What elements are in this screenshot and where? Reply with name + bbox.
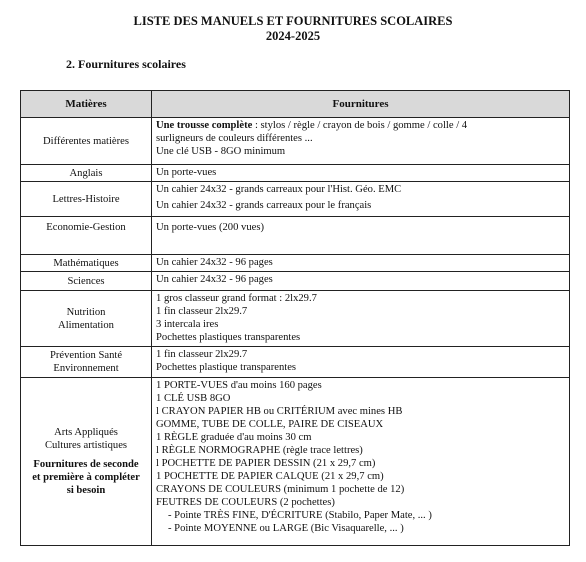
subject-label: Alimentation (58, 319, 114, 331)
supply-item: 1 RÈGLE graduée d'au moins 30 cm (156, 432, 312, 443)
title-line: LISTE DES MANUELS ET FOURNITURES SCOLAIRES (133, 14, 453, 28)
supply-item (156, 119, 566, 132)
header-fournitures: Fournitures (152, 91, 570, 118)
supplies-cell (152, 217, 570, 255)
supply-item: 1 fin classeur 2lx29.7 (156, 306, 248, 317)
subject-label: Lettres-Histoire (52, 193, 120, 205)
supply-item: Pochettes plastiques transparentes (156, 332, 301, 343)
school-year: 2024-2025 (265, 29, 321, 43)
subject-cell (21, 165, 152, 182)
table-row (21, 217, 570, 255)
subject-cell (21, 347, 152, 378)
subject-label: Arts Appliqués (54, 427, 118, 438)
supply-item: - Pointe MOYENNE ou LARGE (Bic Visaquarelle, ... ) (168, 523, 404, 534)
subject-label: Cultures artistiques (44, 440, 128, 451)
subject-label: Prévention Santé (49, 350, 123, 361)
supply-item: - Pointe TRÈS FINE, D'ÉCRITURE (Stabilo, Paper Mate, ... ) (168, 510, 432, 521)
table-row (21, 182, 570, 217)
table-row (21, 118, 570, 165)
subject-label: Anglais (69, 167, 103, 179)
subject-label: Différentes matières (43, 135, 129, 147)
supply-item: Un cahier 24x32 - grands carreaux pour le français (156, 200, 372, 211)
table-row (21, 165, 570, 182)
supply-item: Un cahier 24x32 - 96 pages (156, 257, 273, 268)
supply-item: 1 gros classeur grand format : 2lx29.7 (156, 293, 317, 304)
supplies-cell (152, 165, 570, 182)
subject-cell (21, 182, 152, 217)
table-row (21, 291, 570, 347)
section-heading: 2. Fournitures scolaires (66, 57, 186, 71)
subject-cell (21, 217, 152, 255)
table-row (21, 255, 570, 272)
subject-label: Mathématiques (53, 257, 119, 269)
supply-item: l POCHETTE DE PAPIER DESSIN (21 x 29,7 cm) (156, 458, 376, 469)
supplies-table (20, 90, 570, 546)
supply-item: 1 CLÉ USB 8GO (156, 393, 231, 404)
supply-item: CRAYONS DE COULEURS (minimum 1 pochette de 12) (156, 484, 405, 495)
supplies-cell (152, 347, 570, 378)
subject-cell (21, 291, 152, 347)
supply-item: Une clé USB - 8GO minimum (156, 146, 286, 157)
subject-cell (21, 118, 152, 165)
subject-note: Fournitures de seconde (33, 459, 139, 470)
supply-item: 3 intercala ires (156, 319, 219, 330)
supply-item: Un porte-vues (200 vues) (156, 222, 264, 233)
supply-item: 1 POCHETTE DE PAPIER CALQUE (21 x 29,7 cm) (156, 471, 384, 482)
table-row (21, 347, 570, 378)
supplies-cell (152, 255, 570, 272)
supply-item: l CRAYON PAPIER HB ou CRITÉRIUM avec mines HB (156, 406, 403, 417)
supplies-cell (152, 291, 570, 347)
supplies-cell (152, 182, 570, 217)
supply-item: Un cahier 24x32 - 96 pages (156, 274, 273, 285)
supplies-cell (152, 118, 570, 165)
subject-label: Environnement (53, 363, 119, 374)
header-matieres: Matières (21, 91, 152, 118)
supply-item: Un porte-vues (156, 167, 217, 178)
supply-item: 1 PORTE-VUES d'au moins 160 pages (156, 380, 322, 391)
supply-item-lead: Une trousse complète (156, 120, 253, 131)
subject-label: Economie-Gestion (46, 222, 126, 233)
subject-label: Sciences (67, 275, 105, 287)
subject-label: Nutrition (66, 306, 106, 318)
supplies-cell (152, 378, 570, 546)
subject-cell (21, 378, 152, 546)
supply-item: l RÈGLE NORMOGRAPHE (règle trace lettres) (156, 445, 363, 456)
supply-item: Pochettes plastique transparentes (156, 362, 297, 373)
document-title (0, 14, 586, 44)
subject-cell (21, 255, 152, 272)
supplies-cell (152, 272, 570, 291)
supply-item: surligneurs de couleurs différentes ... (156, 133, 313, 144)
table-row (21, 378, 570, 546)
subject-note: si besoin (66, 485, 106, 496)
supply-item: GOMME, TUBE DE COLLE, PAIRE DE CISEAUX (156, 419, 384, 430)
subject-note: et première à compléter (32, 472, 140, 483)
supply-item-lead-rest: : stylos / règle / crayon de bois / gomme / colle / 4 (252, 120, 468, 131)
table-header-row (21, 91, 570, 118)
supply-item: 1 fin classeur 2lx29.7 (156, 349, 248, 360)
supply-item: FEUTRES DE COULEURS (2 pochettes) (156, 497, 335, 508)
supply-item: Un cahier 24x32 - grands carreaux pour l'Hist. Géo. EMC (156, 184, 402, 195)
table-row (21, 272, 570, 291)
subject-cell (21, 272, 152, 291)
